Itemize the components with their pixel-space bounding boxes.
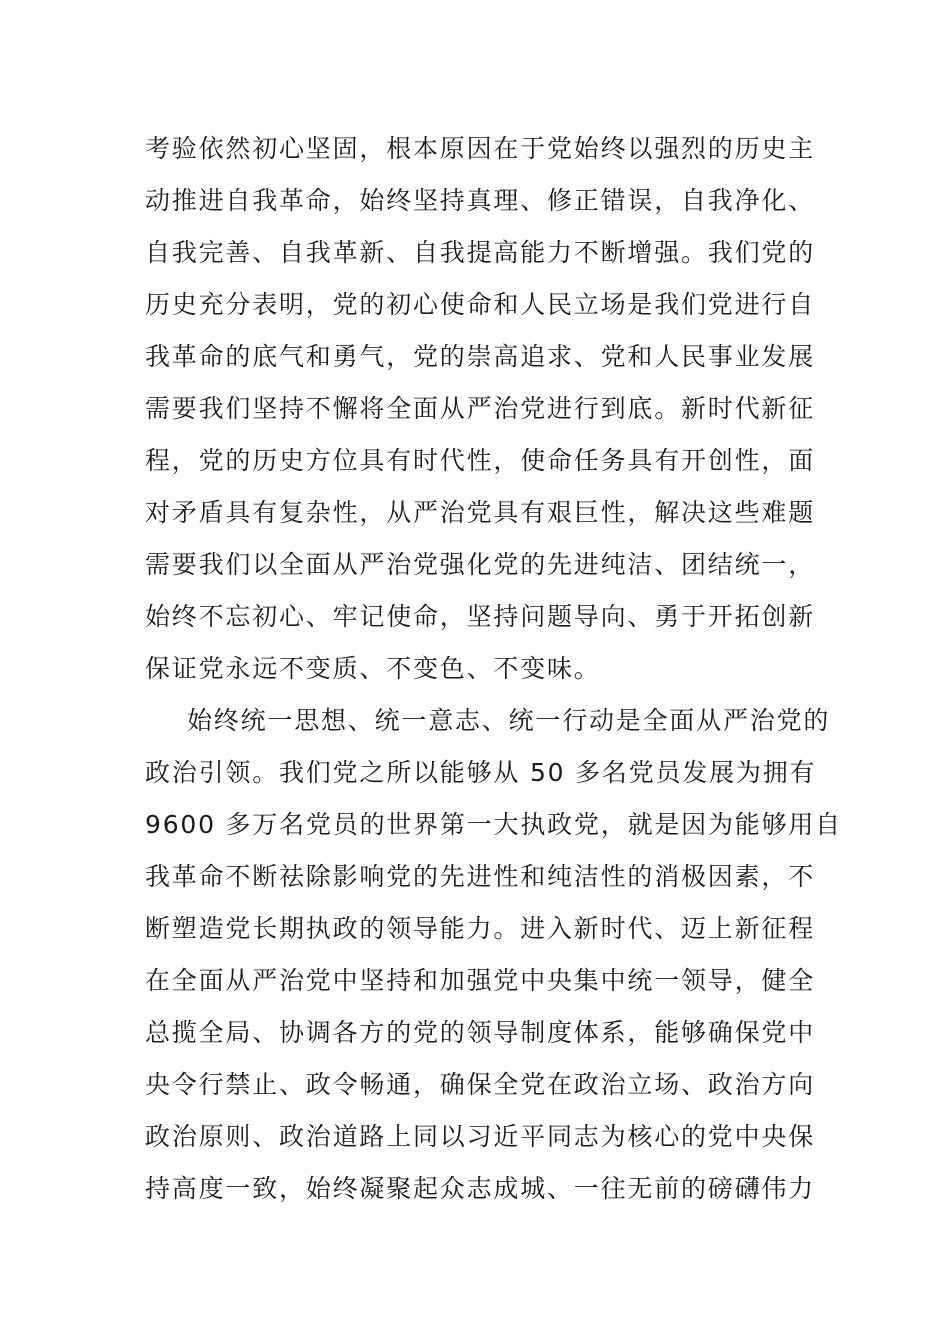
text-line: 在全面从严治党中坚持和加强党中央集中统一领导，健全	[145, 966, 816, 995]
paragraph-2	[145, 695, 842, 1215]
text-line: 始终统一思想、统一意志、统一行动是全面从严治党的	[187, 706, 831, 735]
text-line: 政治引领。我们党之所以能够从 50 多名党员发展为拥有	[145, 758, 817, 787]
text-line: 对矛盾具有复杂性，从严治党具有艰巨性，解决这些难题	[145, 498, 816, 527]
text-line: 始终不忘初心、牢记使命，坚持问题导向、勇于开拓创新	[145, 602, 816, 631]
text-line: 历史充分表明，党的初心使命和人民立场是我们党进行自	[145, 290, 816, 319]
text-line: 考验依然初心坚固，根本原因在于党始终以强烈的历史主	[145, 134, 816, 163]
text-line: 持高度一致，始终凝聚起众志成城、一往无前的磅礴伟力	[145, 1174, 816, 1203]
body-text	[145, 123, 842, 1215]
paragraph-1	[145, 123, 816, 695]
text-line: 需要我们以全面从严治党强化党的先进纯洁、团结统一，	[145, 550, 816, 579]
text-line: 断塑造党长期执政的领导能力。进入新时代、迈上新征程	[145, 914, 816, 943]
text-line: 我革命的底气和勇气，党的崇高追求、党和人民事业发展	[145, 342, 816, 371]
text-line: 政治原则、政治道路上同以习近平同志为核心的党中央保	[145, 1122, 816, 1151]
text-line: 需要我们坚持不懈将全面从严治党进行到底。新时代新征	[145, 394, 816, 423]
text-line: 程，党的历史方位具有时代性，使命任务具有开创性，面	[145, 446, 816, 475]
text-line: 9600 多万名党员的世界第一大执政党，就是因为能够用自	[145, 810, 842, 839]
text-line: 自我完善、自我革新、自我提高能力不断增强。我们党的	[145, 238, 816, 267]
text-line: 动推进自我革命，始终坚持真理、修正错误，自我净化、	[145, 186, 816, 215]
text-line: 总揽全局、协调各方的党的领导制度体系，能够确保党中	[145, 1018, 816, 1047]
text-line: 保证党永远不变质、不变色、不变味。	[145, 654, 601, 683]
text-line: 我革命不断祛除影响党的先进性和纯洁性的消极因素，不	[145, 862, 816, 891]
text-line: 央令行禁止、政令畅通，确保全党在政治立场、政治方向	[145, 1070, 816, 1099]
